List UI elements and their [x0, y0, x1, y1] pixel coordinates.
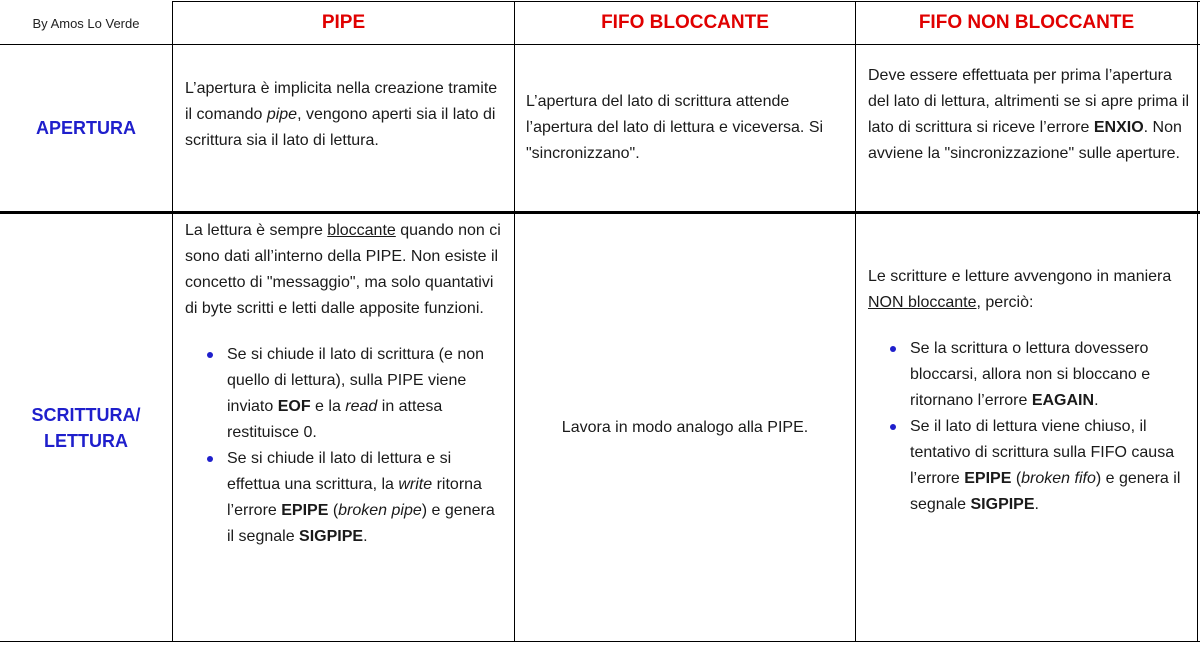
author-text: By Amos Lo Verde [32, 15, 140, 31]
list-item [205, 446, 503, 550]
list-item [888, 414, 1192, 518]
cell-scrittura-pipe-bullets [185, 342, 503, 550]
text-span: in attesa restituisce 0. [227, 398, 443, 441]
italic-span: broken pipe [338, 502, 422, 519]
cell-apertura-fifo-non-bloccante [868, 63, 1194, 167]
list-item [205, 342, 503, 446]
cell-scrittura-fifo-bloccante [515, 214, 855, 641]
text-span: Le scritture e letture avvengono in maniera [868, 268, 1172, 285]
header-divider [0, 44, 1200, 45]
column-divider-3 [855, 1, 856, 642]
underlined-span: bloccante [327, 222, 396, 239]
column-header-fifo-non-bloccante-label: FIFO NON BLOCCANTE [918, 12, 1135, 33]
row-header-apertura [0, 45, 172, 211]
cell-scrittura-fifo-non-bloccante-intro [868, 264, 1192, 316]
underlined-span: NON bloccante [868, 294, 977, 311]
cell-apertura-pipe-text [185, 76, 507, 154]
bullet-dot-icon [207, 456, 213, 462]
column-header-pipe [173, 2, 514, 44]
bold-span: SIGPIPE [299, 528, 364, 545]
italic-span: pipe [266, 106, 298, 123]
cell-scrittura-fifo-non-bloccante-bullets [868, 336, 1192, 518]
text-span: ( [1011, 470, 1022, 487]
bold-span: EPIPE [281, 502, 329, 519]
text-span: . [1034, 496, 1039, 513]
text-span: L’apertura è implicita nella creazione tramite il comando [185, 80, 498, 123]
column-divider-1 [172, 1, 173, 642]
bullet-dot-icon [890, 424, 896, 430]
row-header-scrittura-lettura-line2: LETTURA [44, 430, 128, 451]
column-header-fifo-bloccante-label: FIFO BLOCCANTE [601, 12, 769, 33]
text-span: Deve essere effettuata per prima l’apertura del lato di lettura, altrimenti se si apre prima il lato di scrittura si riceve l’errore [868, 67, 1190, 136]
author-credit [0, 2, 172, 44]
bullet-dot-icon [890, 346, 896, 352]
row-header-apertura-label: APERTURA [35, 118, 136, 138]
table-border-bottom [0, 641, 1200, 642]
text-span: e la [310, 398, 346, 415]
bold-span: EAGAIN [1031, 392, 1095, 409]
cell-scrittura-pipe-intro [185, 218, 503, 322]
text-span: ) e genera il segnale [227, 502, 495, 545]
cell-apertura-fifo-bloccante-text: L’apertura del lato di scrittura attende l’apertura del lato di lettura e viceversa. Si "sincronizzano". [526, 93, 824, 162]
text-span: Se il lato di lettura viene chiuso, il tentativo di scrittura sulla FIFO causa l’errore [910, 418, 1175, 487]
column-header-pipe-label: PIPE [321, 12, 366, 33]
text-span: , vengono aperti sia il lato di scrittura sia il lato di lettura. [185, 106, 496, 149]
row-header-scrittura-lettura-line1: SCRITTURA/ [31, 404, 141, 425]
table-border-right [1197, 1, 1198, 642]
text-span: Se si chiude il lato di scrittura (e non quello di lettura), sulla PIPE viene inviato [227, 346, 485, 415]
bold-span: ENXIO [1093, 119, 1144, 136]
text-span: . [1094, 392, 1099, 409]
list-item [888, 336, 1192, 414]
bullet-dot-icon [207, 352, 213, 358]
text-span: La lettura è sempre [185, 222, 328, 239]
bold-span: EPIPE [964, 470, 1012, 487]
text-span: ritorna l’errore [227, 476, 482, 519]
cell-apertura-fifo-bloccante [526, 89, 848, 167]
cell-scrittura-pipe [185, 218, 503, 550]
text-span: , perciò: [976, 294, 1034, 311]
row-header-scrittura-lettura [0, 214, 172, 641]
text-span: . [363, 528, 368, 545]
text-span: Se si chiude il lato di lettura e si effettua una scrittura, la [227, 450, 452, 493]
text-span: ( [328, 502, 339, 519]
text-span: ) e genera il segnale [910, 470, 1181, 513]
text-span: Se la scrittura o lettura dovessero bloccarsi, allora non si bloccano e ritornano l’errore [910, 340, 1151, 409]
cell-scrittura-fifo-non-bloccante [868, 264, 1192, 518]
cell-apertura-fifo-non-bloccante-text [868, 63, 1194, 167]
column-header-fifo-bloccante [515, 2, 855, 44]
bold-span: EOF [277, 398, 311, 415]
italic-span: read [345, 398, 378, 415]
cell-apertura-pipe [185, 76, 507, 154]
cell-scrittura-fifo-bloccante-text: Lavora in modo analogo alla PIPE. [561, 418, 809, 436]
italic-span: write [398, 476, 433, 493]
text-span: . Non avviene la "sincronizzazione" sulle aperture. [868, 119, 1182, 162]
bold-span: SIGPIPE [970, 496, 1035, 513]
column-header-fifo-non-bloccante [856, 2, 1197, 44]
italic-span: broken fifo [1021, 470, 1096, 487]
text-span: quando non ci sono dati all’interno della PIPE. Non esiste il concetto di "messaggio", ma solo quantativi di byte scritti e letti dalle apposite funzioni. [185, 222, 501, 317]
